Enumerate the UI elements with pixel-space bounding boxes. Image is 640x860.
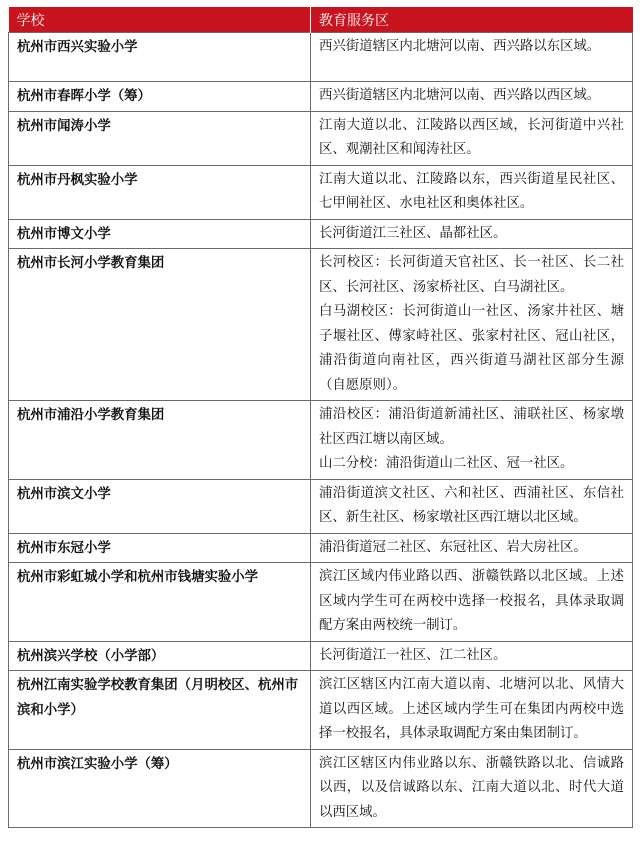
service-area — [311, 33, 633, 82]
service-area — [311, 563, 633, 642]
service-area — [311, 249, 633, 401]
school-name: 杭州市春晖小学（筹） — [9, 82, 311, 112]
service-area — [311, 165, 633, 219]
table-row — [9, 249, 633, 401]
school-name: 杭州市博文小学 — [9, 219, 311, 249]
service-area-text: 滨江区域内伟业路以西、浙赣铁路以北区域。上述区域内学生可在两校中选择一校报名，具体录取调配方案由两校统一制订。 — [319, 569, 624, 633]
service-area — [311, 641, 633, 671]
service-area — [311, 111, 633, 165]
table-row — [9, 671, 633, 750]
school-name: 杭州市彩虹城小学和杭州市钱塘实验小学 — [9, 563, 311, 642]
school-name: 杭州滨兴学校（小学部） — [9, 641, 311, 671]
table-header-row — [9, 7, 633, 33]
school-name: 杭州江南实验学校教育集团（月明校区、杭州市滨和小学） — [9, 671, 311, 750]
table-row — [9, 82, 633, 112]
service-area-text: 浦沿街道滨文社区、六和社区、西浦社区、东信社区、新生社区、杨家墩社区西江塘以北区域。 — [319, 485, 624, 525]
table-row — [9, 219, 633, 249]
school-district-table — [8, 7, 633, 828]
table-row — [9, 165, 633, 219]
table-row — [9, 479, 633, 533]
service-area — [311, 82, 633, 112]
service-area-text: 白马湖校区：长河街道山一社区、汤家井社区、塘子堰社区、傅家峙社区、张家村社区、冠山社区，浦沿街道向南社区，西兴街道马湖社区部分生源（自愿原则）。 — [319, 304, 624, 393]
service-area-text: 江南大道以北、江陵路以东，西兴街道星民社区、七甲闸社区、水电社区和奥体社区。 — [319, 171, 624, 211]
service-area-text: 长河街道江三社区、晶都社区。 — [319, 225, 507, 241]
table-row — [9, 563, 633, 642]
school-name: 杭州市滨江实验小学（筹） — [9, 749, 311, 828]
service-area — [311, 533, 633, 563]
service-area-text: 西兴街道辖区内北塘河以南、西兴路以西区域。 — [319, 88, 601, 103]
service-area — [311, 749, 633, 828]
service-area-text: 长河街道江一社区、江二社区。 — [319, 647, 507, 663]
service-area — [311, 401, 633, 480]
school-name: 杭州市丹枫实验小学 — [9, 165, 311, 219]
service-area-text: 浦沿校区：浦沿街道新浦社区、浦联社区、杨家墩社区西江塘以南区域。 — [319, 407, 624, 447]
service-area-text: 山二分校：浦沿街道山二社区、冠一社区。 — [319, 456, 574, 471]
school-name: 杭州市闻涛小学 — [9, 111, 311, 165]
service-area — [311, 479, 633, 533]
school-name: 杭州市长河小学教育集团 — [9, 249, 311, 401]
service-area-text: 浦沿街道冠二社区、东冠社区、岩大房社区。 — [319, 539, 587, 555]
service-area — [311, 671, 633, 750]
table-row — [9, 749, 633, 828]
service-area-text: 长河校区：长河街道天官社区、长一社区、长二社区、长河社区、汤家桥社区、白马湖社区。 — [319, 255, 624, 295]
table-row — [9, 401, 633, 480]
table-row — [9, 111, 633, 165]
service-area-text: 滨江区辖区内伟业路以东、浙赣铁路以北、信诚路以西，以及信诚路以东、江南大道以北、时代大道以西区域。 — [319, 755, 624, 820]
table-row — [9, 33, 633, 82]
service-area — [311, 219, 633, 249]
service-area-text: 江南大道以北、江陵路以西区域，长河街道中兴社区、观潮社区和闻涛社区。 — [319, 117, 624, 157]
table-row — [9, 641, 633, 671]
school-name: 杭州市滨文小学 — [9, 479, 311, 533]
school-name: 杭州市浦沿小学教育集团 — [9, 401, 311, 480]
header-service-area: 教育服务区 — [311, 7, 633, 33]
table-row — [9, 533, 633, 563]
header-school: 学校 — [9, 7, 311, 33]
service-area-text: 西兴街道辖区内北塘河以南、西兴路以东区域。 — [319, 39, 601, 54]
service-area-text: 滨江区辖区内江南大道以南、北塘河以北、风情大道以西区域。上述区域内学生可在集团内两校中选择一校报名，具体录取调配方案由集团制订。 — [319, 677, 624, 741]
school-name: 杭州市东冠小学 — [9, 533, 311, 563]
school-name: 杭州市西兴实验小学 — [9, 33, 311, 82]
